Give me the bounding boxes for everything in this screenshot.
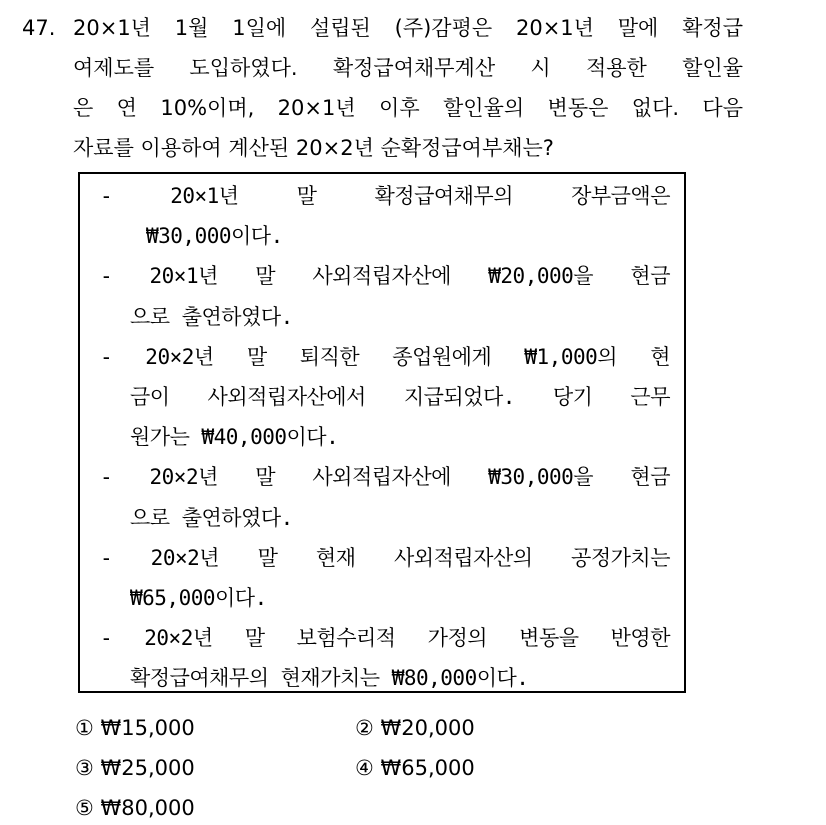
option-value: ₩25,000 [100, 756, 195, 780]
option-value: ₩65,000 [380, 756, 475, 780]
data-item-line: ₩65,000이다. [130, 586, 267, 611]
data-item [100, 176, 670, 256]
data-item-line: - 20×2년 말 현재 사외적립자산의 공정가치는 [100, 545, 670, 570]
data-item-line: 으로 출연하였다. [130, 505, 293, 530]
data-item [100, 618, 670, 698]
question-text [73, 8, 743, 168]
option-marker: ⑤ [75, 796, 94, 820]
option-5[interactable] [75, 793, 195, 823]
option-marker: ① [75, 716, 94, 740]
question-line: 자료를 이용하여 계산된 20×2년 순확정급여부채는? [73, 136, 554, 160]
data-item-line: - 20×2년 말 퇴직한 종업원에게 ₩1,000의 현 [100, 344, 670, 369]
option-2[interactable] [355, 713, 475, 743]
data-item-line: 확정급여채무의 현재가치는 ₩80,000이다. [130, 666, 529, 691]
option-marker: ④ [355, 756, 374, 780]
data-item [100, 256, 670, 336]
data-item [100, 538, 670, 618]
option-value: ₩15,000 [100, 716, 195, 740]
data-item-line: - 20×2년 말 사외적립자산에 ₩30,000을 현금 [100, 465, 670, 490]
data-item-line: 으로 출연하였다. [130, 304, 293, 329]
question-line: 여제도를 도입하였다. 확정급여채무계산 시 적용한 할인율 [73, 56, 743, 80]
data-item-line: - 20×2년 말 보험수리적 가정의 변동을 반영한 [100, 626, 670, 651]
option-1[interactable] [75, 713, 195, 743]
option-value: ₩20,000 [380, 716, 475, 740]
option-3[interactable] [75, 753, 195, 783]
data-item-line: ₩30,000이다. [146, 224, 283, 249]
question-line: 은 연 10%이며, 20×1년 이후 할인율의 변동은 없다. 다음 [73, 96, 743, 120]
data-item-line: 원가는 ₩40,000이다. [130, 425, 339, 450]
data-item-line: - 20×1년 말 사외적립자산에 ₩20,000을 현금 [100, 264, 670, 289]
question-number: 47. [22, 16, 56, 40]
question-line: 20×1년 1월 1일에 설립된 (주)감평은 20×1년 말에 확정급 [73, 16, 743, 40]
data-list [100, 176, 670, 699]
data-item-line: 금이 사외적립자산에서 지급되었다. 당기 근무 [130, 385, 670, 410]
data-item-line: - 20×1년 말 확정급여채무의 장부금액은 [100, 184, 670, 208]
option-marker: ③ [75, 756, 94, 780]
option-4[interactable] [355, 753, 475, 783]
option-value: ₩80,000 [100, 796, 195, 820]
data-item [100, 457, 670, 537]
data-box [78, 172, 686, 693]
data-item [100, 337, 670, 458]
option-marker: ② [355, 716, 374, 740]
